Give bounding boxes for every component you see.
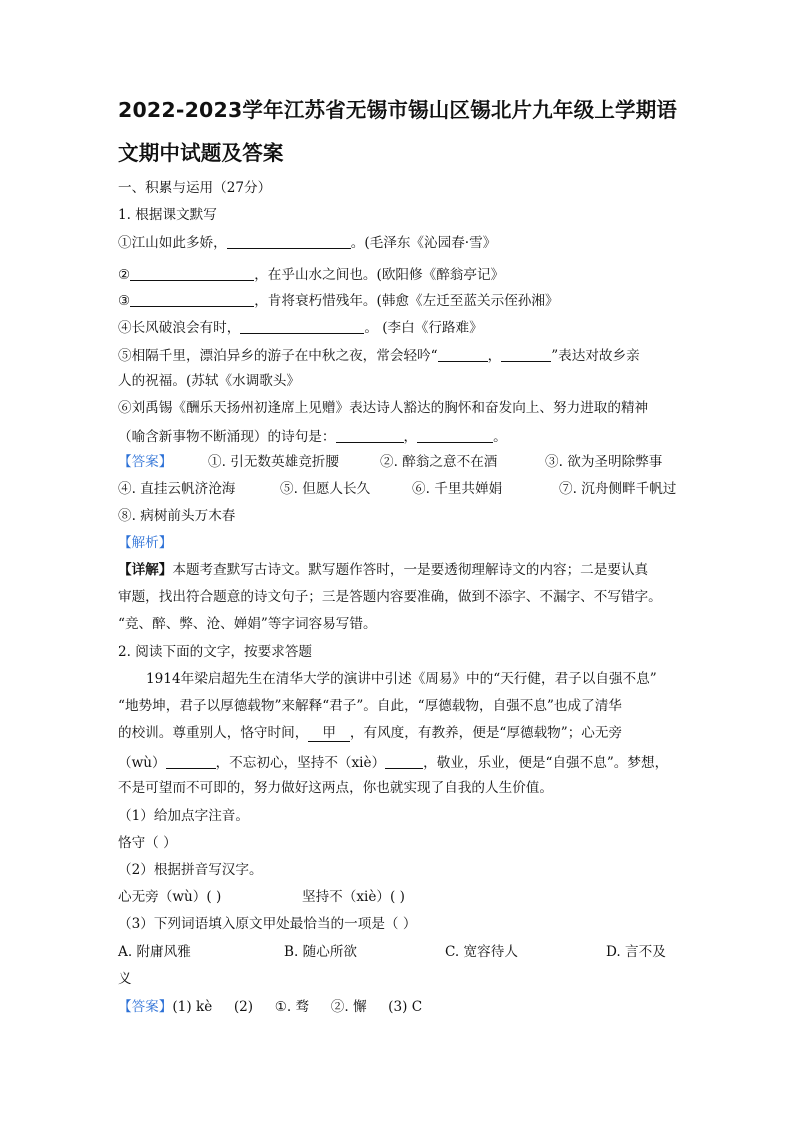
detail-line1	[118, 564, 648, 578]
answer-item: ⑥. 千里共婵娟	[412, 481, 503, 497]
blank-jia: 甲	[308, 727, 350, 742]
q1-line6-cont	[118, 429, 507, 445]
q1-line2-post: ，在乎山水之间也。(欧阳修《醉翁亭记》	[254, 267, 505, 283]
analysis-label: 【解析】	[118, 535, 173, 551]
q1-line6-end: 。	[493, 429, 507, 445]
q2-sub1-item: 恪守（ ）	[118, 835, 177, 851]
blank-line	[417, 429, 493, 443]
q1-line6-sep: ，	[403, 429, 418, 445]
q2-sub1: （1）给加点字注音。	[118, 808, 249, 824]
q2-options	[118, 944, 666, 960]
q1-line5-sep: ，	[487, 348, 502, 364]
q1-answer-row3: ⑧. 病树前头万木春	[118, 508, 236, 524]
blank-line	[385, 755, 423, 769]
q1-line5	[118, 348, 640, 364]
q2-answer	[118, 1001, 422, 1015]
q2-sub2-item-a: 心无旁（wù）( )	[118, 889, 222, 905]
q1-line2	[118, 267, 504, 283]
q1-line1-pre: ①江山如此多娇，	[118, 235, 227, 251]
q2-para-line3-start: 的校训。尊重别人，恪守时间，	[118, 725, 309, 741]
option-b: B. 随心所欲	[284, 944, 358, 960]
q1-line6: ⑥刘禹锡《酬乐天扬州初逢席上见赠》表达诗人豁达的胸怀和奋发向上、努力进取的精神	[118, 400, 649, 416]
q1-line4	[118, 320, 483, 336]
q2-para-line1: 1914年梁启超先生在清华大学的演讲中引述《周易》中的“天行健，君子以自强不息”	[146, 671, 657, 687]
detail-line2: 审题，找出符合题意的诗文句子；三是答题内容要准确，做到不添字、不漏字、不写错字。	[118, 589, 662, 605]
blank-line	[227, 235, 351, 249]
answer-label: 【答案】	[118, 454, 173, 470]
q2-sub2: （2）根据拼音写汉字。	[118, 862, 263, 878]
q1-answer-row1	[118, 454, 663, 470]
section-heading: 一、积累与运用（27分）	[118, 180, 272, 196]
detail-label: 【详解】	[118, 562, 173, 578]
q1-answer-row2	[118, 481, 677, 497]
answer-item: ②. 醉翁之意不在酒	[380, 454, 498, 470]
answer-item: ④. 直挂云帆济沧海	[118, 481, 236, 497]
q1-line5-start: ⑤相隔千里，漂泊异乡的游子在中秋之夜，常会轻吟“	[118, 348, 438, 364]
blank-line	[501, 348, 551, 362]
q2-para-line4-a: （wù）	[118, 755, 166, 771]
answer-label: 【答案】	[118, 999, 173, 1015]
blank-line	[240, 320, 364, 334]
detail-text: 本题考查默写古诗文。默写题作答时，一是要透彻理解诗文的内容；二是要认真	[172, 562, 649, 578]
q1-line4-post: 。 (李白《行路难》	[364, 320, 483, 336]
blank-line	[130, 267, 254, 281]
blank-line	[336, 429, 404, 443]
q2-option-wrap: 义	[118, 971, 132, 987]
q2-para-line5: 不是可望而不可即的，努力做好这两点，你也就实现了自我的人生价值。	[118, 780, 553, 796]
answer-item: ⑦. 沉舟侧畔千帆过	[559, 481, 677, 497]
q2-heading: 2. 阅读下面的文字，按要求答题	[118, 644, 313, 660]
option-d: D. 言不及	[606, 944, 666, 960]
q1-line1-post: 。(毛泽东《沁园春·雪》	[350, 235, 497, 251]
option-a: A. 附庸风雅	[118, 944, 191, 960]
q2-para-line3	[118, 727, 622, 742]
q1-line6-text: （喻含新事物不断涌现）的诗句是：	[118, 429, 336, 445]
q2-para-line2: “地势坤，君子以厚德载物”来解释“君子”。自此，“厚德载物，自强不息”也成了清华	[118, 698, 622, 714]
q1-line2-pre: ②	[118, 267, 131, 283]
q2-sub2-item-b: 坚持不（xiè）( )	[302, 889, 405, 905]
option-c: C. 宽容待人	[445, 944, 518, 960]
blank-line	[166, 755, 216, 769]
q2-sub3: （3）下列词语填入原文甲处最恰当的一项是（ ）	[118, 916, 417, 932]
q1-line3-post: ，肯将衰朽惜残年。(韩愈《左迁至蓝关示侄孙湘》	[254, 293, 559, 309]
q1-line1	[118, 235, 496, 251]
answer-item: ⑤. 但愿人长久	[280, 481, 371, 497]
q1-line5-cont: 人的祝福。(苏轼《水调歌头》	[118, 373, 301, 389]
q2-sub2-items	[118, 889, 405, 905]
q2-para-line4-b: ，不忘初心，坚持不（xiè）	[215, 755, 386, 771]
blank-line	[130, 293, 254, 307]
doc-title-line1: 2022-2023学年江苏省无锡市锡山区锡北片九年级上学期语	[118, 98, 678, 122]
blank-line	[438, 348, 488, 362]
q1-heading: 1. 根据课文默写	[118, 207, 217, 223]
q2-para-line4	[118, 755, 668, 771]
q2-para-line4-c: ，敬业，乐业，便是“自强不息”。梦想，	[423, 755, 669, 771]
answer-item: ③. 欲为圣明除弊事	[545, 454, 663, 470]
q1-line3-pre: ③	[118, 293, 131, 309]
q2-answer-text: (1) kè (2) ①. 骛 ②. 懈 (3) C	[172, 999, 423, 1015]
doc-title-line2: 文期中试题及答案	[118, 141, 284, 165]
answer-item: ①. 引无数英雄竞折腰	[208, 454, 339, 470]
q2-para-line3-end: ，有风度，有教养，便是“厚德载物”；心无旁	[349, 725, 623, 741]
detail-line3: “竞、醉、弊、沧、婵娟”等字词容易写错。	[118, 616, 377, 632]
q1-line5-end: ”表达对故乡亲	[551, 348, 640, 364]
q1-line3	[118, 293, 559, 309]
q1-line4-pre: ④长风破浪会有时，	[118, 320, 241, 336]
